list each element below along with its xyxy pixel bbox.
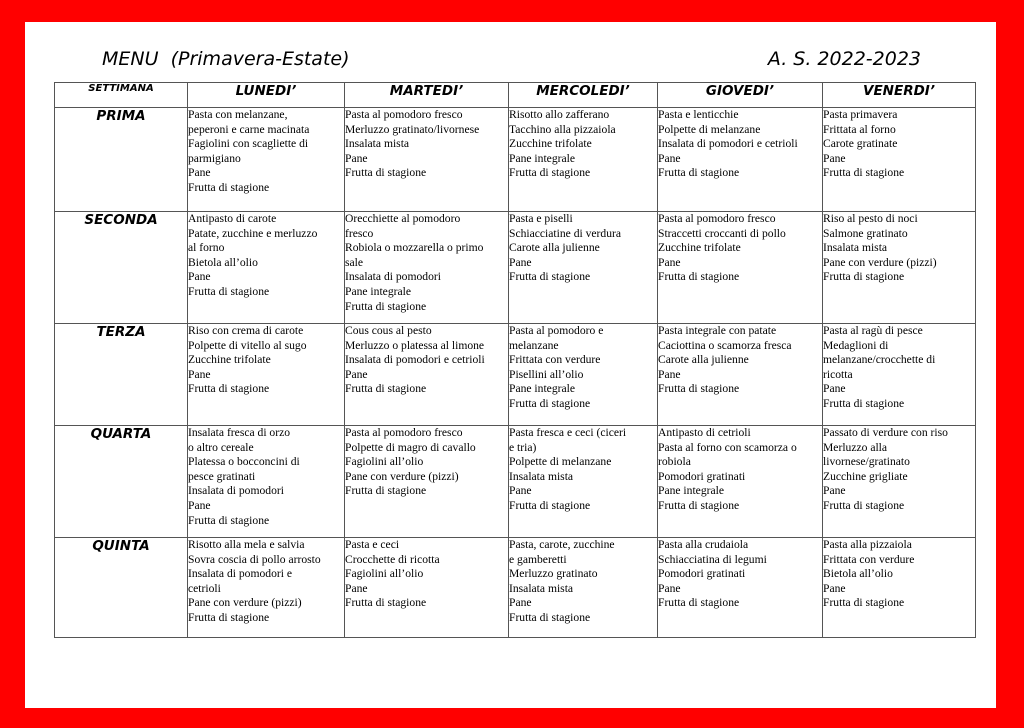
menu-item: peperoni e carne macinata — [188, 122, 310, 136]
menu-item: Pasta al ragù di pesce — [823, 324, 923, 337]
menu-cell-monday — [188, 324, 345, 426]
menu-item: melanzane/crocchette di — [823, 353, 936, 367]
menu-item: Frutta di stagione — [345, 484, 427, 498]
menu-item: Pane — [345, 151, 368, 165]
menu-item: Frittata con verdure — [509, 353, 601, 367]
menu-item: Insalata di pomodori e cetrioli — [658, 137, 798, 151]
menu-item: Insalata mista — [345, 137, 410, 151]
menu-item: Frutta di stagione — [823, 396, 905, 410]
menu-item: Risotto alla mela e salvia — [188, 538, 305, 551]
menu-item: Pasta al forno con scamorza o — [658, 440, 797, 454]
menu-cell-monday — [188, 212, 345, 324]
menu-item: Crocchette di ricotta — [345, 552, 440, 566]
menu-item: Pasta al pomodoro e — [509, 324, 604, 337]
menu-item: cetrioli — [188, 581, 221, 595]
menu-table — [54, 82, 976, 638]
menu-item: Polpette di vitello al sugo — [188, 338, 307, 352]
menu-title: MENU (Primavera-Estate) — [102, 48, 350, 70]
menu-item: Antipasto di carote — [188, 212, 277, 225]
menu-item: Bietola all’olio — [188, 255, 258, 269]
menu-cell-tuesday — [345, 212, 509, 324]
menu-item: Merluzzo gratinato/livornese — [345, 122, 480, 136]
menu-item: sale — [345, 255, 364, 269]
menu-item: Pasta al pomodoro fresco — [345, 108, 463, 121]
menu-item: Frutta di stagione — [345, 166, 427, 180]
day-header-friday: VENERDI’ — [823, 83, 976, 108]
menu-item: Pasta al pomodoro fresco — [658, 212, 776, 225]
school-year: A. S. 2022-2023 — [767, 48, 921, 70]
menu-item: Schiacciatine di verdura — [509, 226, 622, 240]
week-row — [55, 538, 976, 638]
week-column-header: SETTIMANA — [55, 83, 188, 108]
menu-item: Pane — [658, 151, 681, 165]
menu-item: Pane — [509, 484, 532, 498]
menu-item: Frutta di stagione — [509, 166, 591, 180]
menu-item: Salmone gratinato — [823, 226, 908, 240]
menu-item: Bietola all’olio — [823, 567, 893, 581]
menu-item: Fagiolini all’olio — [345, 567, 424, 581]
menu-item: Insalata mista — [509, 581, 574, 595]
menu-item: Frutta di stagione — [823, 270, 905, 284]
menu-item: Frittata con verdure — [823, 552, 915, 566]
menu-item: Frutta di stagione — [188, 513, 270, 527]
menu-item: Frutta di stagione — [345, 596, 427, 610]
menu-item: pesce gratinati — [188, 469, 256, 483]
menu-item: Patate, zucchine e merluzzo — [188, 226, 318, 240]
menu-item: Polpette di melanzane — [509, 455, 612, 469]
menu-item: Pane — [658, 255, 681, 269]
menu-item: Pasta alla crudaiola — [658, 538, 749, 551]
menu-item: Pasta e piselli — [509, 212, 573, 225]
menu-item: Pane con verdure (pizzi) — [345, 469, 459, 483]
day-header-wednesday: MERCOLEDI’ — [509, 83, 658, 108]
menu-item: Pane integrale — [509, 382, 575, 396]
menu-item: fresco — [345, 226, 374, 240]
menu-item: Merluzzo alla — [823, 440, 888, 454]
menu-item: Riso con crema di carote — [188, 324, 304, 337]
menu-item: Pasta e lenticchie — [658, 108, 739, 121]
menu-item: Risotto allo zafferano — [509, 108, 610, 121]
menu-cell-wednesday — [509, 324, 658, 426]
menu-item: Sovra coscia di pollo arrosto — [188, 552, 321, 566]
menu-cell-thursday — [658, 324, 823, 426]
menu-item: Caciottina o scamorza fresca — [658, 338, 792, 352]
table-header-row — [55, 83, 976, 108]
week-row — [55, 426, 976, 538]
menu-item: Pane — [658, 581, 681, 595]
week-row — [55, 324, 976, 426]
menu-item: Fagiolini con scagliette di — [188, 137, 309, 151]
menu-item: e tria) — [509, 440, 537, 454]
menu-cell-thursday — [658, 212, 823, 324]
menu-item: Pasta e ceci — [345, 538, 400, 551]
menu-cell-friday — [823, 108, 976, 212]
menu-cell-friday — [823, 426, 976, 538]
menu-item: Pasta con melanzane, — [188, 108, 288, 121]
menu-item: Frutta di stagione — [188, 382, 270, 396]
menu-item: Schiacciatina di legumi — [658, 552, 767, 566]
menu-item: Frutta di stagione — [509, 396, 591, 410]
menu-item: Pane — [823, 151, 846, 165]
menu-item: Insalata mista — [823, 241, 888, 255]
menu-item: o altro cereale — [188, 440, 254, 454]
menu-item: Frutta di stagione — [658, 498, 740, 512]
menu-item: Frutta di stagione — [509, 498, 591, 512]
menu-item: Frutta di stagione — [658, 166, 740, 180]
menu-item: Frutta di stagione — [823, 498, 905, 512]
menu-item: Pasta alla pizzaiola — [823, 538, 912, 551]
menu-table-body — [55, 108, 976, 638]
menu-item: Robiola o mozzarella o primo — [345, 241, 484, 255]
menu-item: Orecchiette al pomodoro — [345, 212, 461, 225]
menu-cell-monday — [188, 426, 345, 538]
week-row — [55, 108, 976, 212]
menu-item: livornese/gratinato — [823, 455, 910, 469]
menu-item: Insalata di pomodori — [345, 270, 441, 284]
menu-item: Medaglioni di — [823, 338, 889, 352]
week-label: SECONDA — [55, 212, 188, 324]
menu-item: Frutta di stagione — [658, 270, 740, 284]
menu-item: Frutta di stagione — [658, 382, 740, 396]
menu-item: Pane — [188, 498, 211, 512]
menu-item: Carote alla julienne — [658, 353, 749, 367]
menu-item: Pane con verdure (pizzi) — [188, 596, 302, 610]
menu-cell-wednesday — [509, 212, 658, 324]
menu-item: Zucchine trifolate — [658, 241, 741, 255]
menu-item: Frutta di stagione — [823, 166, 905, 180]
menu-item: melanzane — [509, 338, 559, 352]
menu-item: Pasta fresca e ceci (ciceri — [509, 426, 627, 439]
menu-cell-thursday — [658, 108, 823, 212]
menu-cell-friday — [823, 538, 976, 638]
menu-item: Riso al pesto di noci — [823, 212, 918, 225]
menu-cell-tuesday — [345, 324, 509, 426]
menu-item: Frutta di stagione — [188, 610, 270, 624]
menu-cell-thursday — [658, 538, 823, 638]
menu-cell-friday — [823, 324, 976, 426]
menu-item: Pane — [658, 367, 681, 381]
menu-cell-tuesday — [345, 108, 509, 212]
menu-item: Pasta primavera — [823, 108, 898, 121]
menu-item: Frittata al forno — [823, 122, 896, 136]
menu-item: e gamberetti — [509, 552, 567, 566]
menu-item: Insalata di pomodori e — [188, 567, 292, 581]
menu-item: Pane — [345, 367, 368, 381]
menu-item: Polpette di melanzane — [658, 122, 761, 136]
menu-item: Polpette di magro di cavallo — [345, 440, 476, 454]
menu-item: Antipasto di cetrioli — [658, 426, 751, 439]
menu-cell-monday — [188, 538, 345, 638]
menu-item: Pomodori gratinati — [658, 567, 746, 581]
menu-item: Frutta di stagione — [345, 299, 427, 313]
menu-cell-wednesday — [509, 108, 658, 212]
menu-cell-wednesday — [509, 426, 658, 538]
menu-item: Passato di verdure con riso — [823, 426, 948, 439]
menu-item: Pane integrale — [658, 484, 724, 498]
menu-cell-monday — [188, 108, 345, 212]
week-label: QUARTA — [55, 426, 188, 538]
menu-item: Pasta integrale con patate — [658, 324, 777, 337]
menu-item: Insalata mista — [509, 469, 574, 483]
menu-item: Frutta di stagione — [823, 596, 905, 610]
menu-item: Pane — [188, 270, 211, 284]
menu-cell-wednesday — [509, 538, 658, 638]
menu-item: Carote gratinate — [823, 137, 898, 151]
menu-item: al forno — [188, 241, 225, 255]
menu-item: Pane — [823, 581, 846, 595]
menu-item: parmigiano — [188, 151, 241, 165]
day-header-tuesday: MARTEDI’ — [345, 83, 509, 108]
week-row — [55, 212, 976, 324]
menu-item: Cous cous al pesto — [345, 324, 432, 337]
week-label: QUINTA — [55, 538, 188, 638]
menu-item: Pane — [188, 166, 211, 180]
menu-item: Pane — [509, 255, 532, 269]
day-header-thursday: GIOVEDI’ — [658, 83, 823, 108]
menu-item: Frutta di stagione — [188, 284, 270, 298]
menu-item: Pane — [345, 581, 368, 595]
menu-item: Fagiolini all’olio — [345, 455, 424, 469]
menu-cell-thursday — [658, 426, 823, 538]
menu-item: Pane integrale — [345, 284, 411, 298]
menu-item: Carote alla julienne — [509, 241, 600, 255]
menu-item: Frutta di stagione — [658, 596, 740, 610]
menu-item: Straccetti croccanti di pollo — [658, 226, 786, 240]
menu-item: ricotta — [823, 367, 853, 381]
menu-item: Zucchine trifolate — [188, 353, 271, 367]
menu-cell-tuesday — [345, 538, 509, 638]
week-label: TERZA — [55, 324, 188, 426]
day-header-monday: LUNEDI’ — [188, 83, 345, 108]
menu-sheet — [25, 22, 996, 708]
menu-item: Zucchine grigliate — [823, 469, 908, 483]
week-label: PRIMA — [55, 108, 188, 212]
menu-item: Merluzzo o platessa al limone — [345, 338, 485, 352]
menu-item: Pane integrale — [509, 151, 575, 165]
menu-item: Pasta, carote, zucchine — [509, 538, 615, 551]
menu-cell-friday — [823, 212, 976, 324]
menu-item: Platessa o bocconcini di — [188, 455, 300, 469]
menu-item: Frutta di stagione — [509, 270, 591, 284]
menu-item: Pane con verdure (pizzi) — [823, 255, 937, 269]
menu-item: Merluzzo gratinato — [509, 567, 598, 581]
menu-item: robiola — [658, 455, 691, 469]
menu-item: Zucchine trifolate — [509, 137, 592, 151]
menu-item: Frutta di stagione — [345, 382, 427, 396]
menu-item: Insalata di pomodori e cetrioli — [345, 353, 485, 367]
menu-item: Insalata di pomodori — [188, 484, 284, 498]
menu-item: Insalata fresca di orzo — [188, 426, 291, 439]
menu-item: Pane — [188, 367, 211, 381]
menu-item: Tacchino alla pizzaiola — [509, 122, 616, 136]
menu-item: Pomodori gratinati — [658, 469, 746, 483]
menu-item: Frutta di stagione — [188, 180, 270, 194]
menu-item: Pane — [509, 596, 532, 610]
menu-item: Pasta al pomodoro fresco — [345, 426, 463, 439]
menu-item: Pane — [823, 484, 846, 498]
menu-item: Pisellini all’olio — [509, 367, 584, 381]
menu-item: Frutta di stagione — [509, 610, 591, 624]
menu-cell-tuesday — [345, 426, 509, 538]
menu-item: Pane — [823, 382, 846, 396]
